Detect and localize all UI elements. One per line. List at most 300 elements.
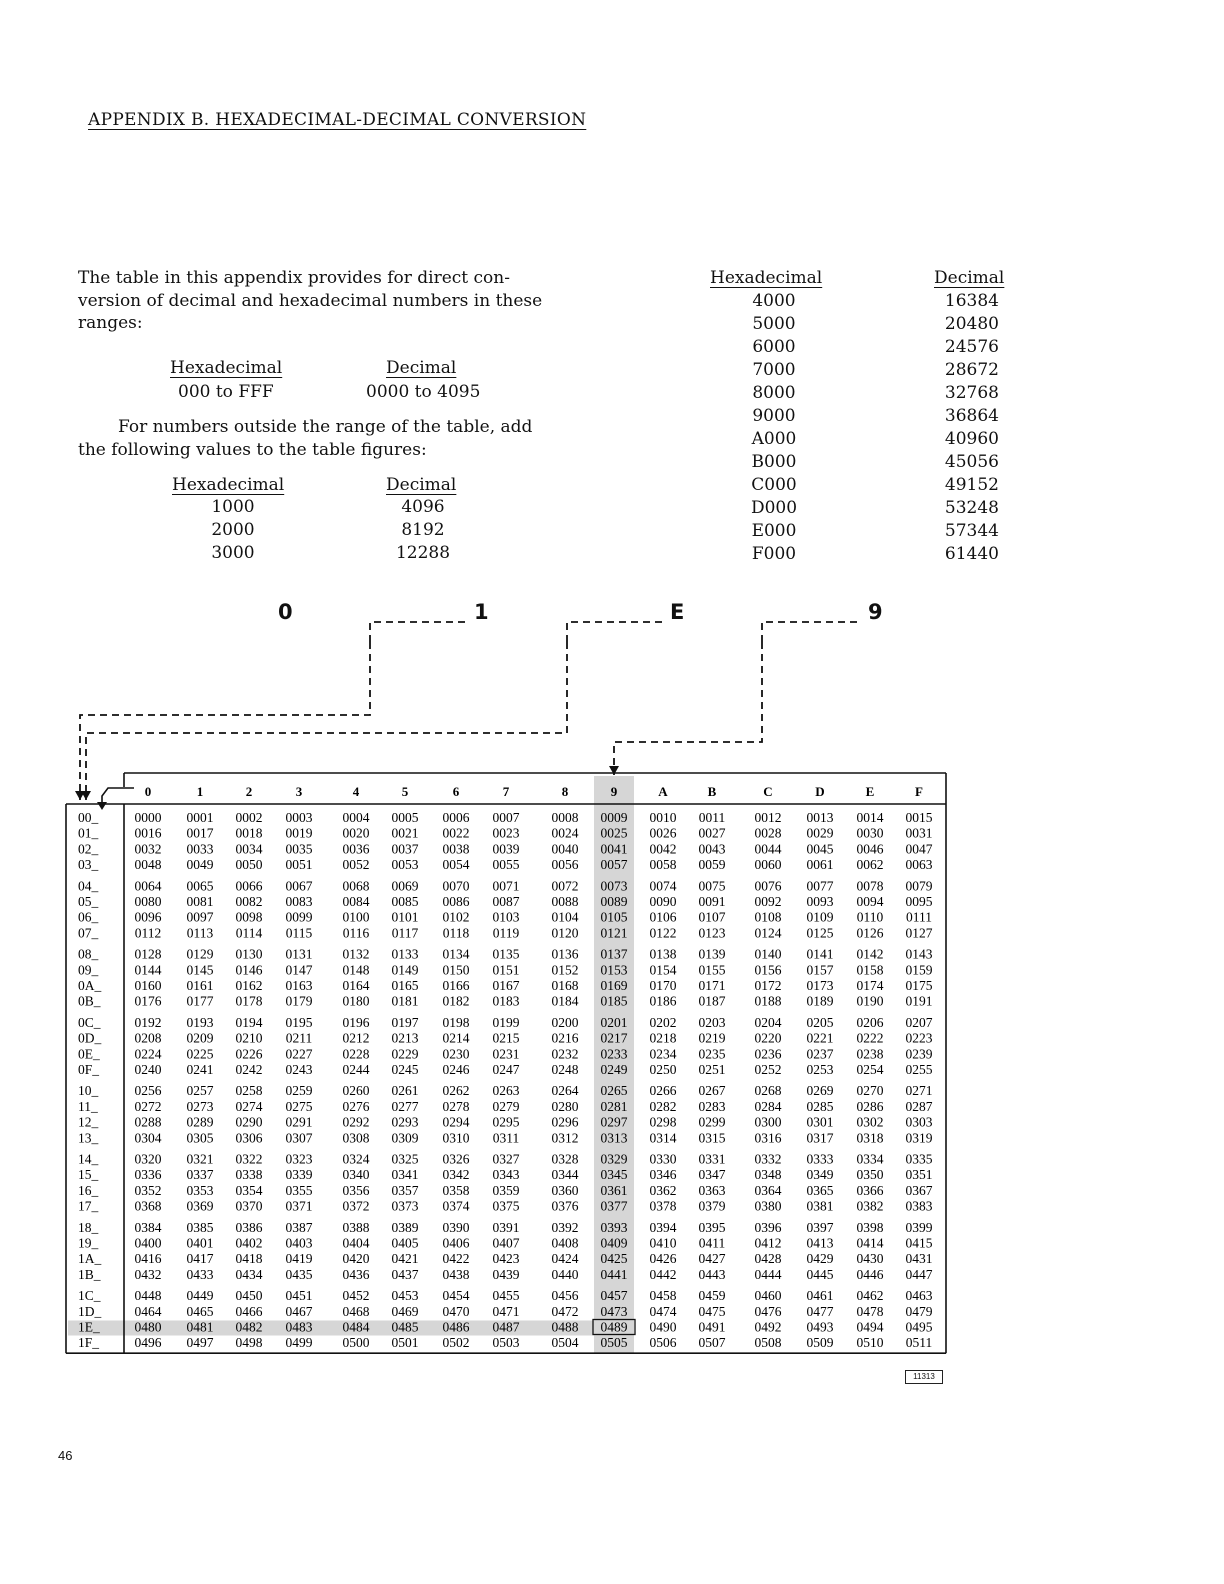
table-cell: 0377 <box>600 1198 628 1214</box>
table-cell: 0312 <box>551 1130 579 1146</box>
table-cell: 0240 <box>134 1062 162 1077</box>
table-cell: 0043 <box>698 841 726 857</box>
table-cell: 0388 <box>342 1219 370 1235</box>
table-cell: 0243 <box>285 1062 313 1077</box>
table-cell: 0295 <box>492 1114 520 1130</box>
table-cell: 0331 <box>698 1151 726 1167</box>
table-cell: 0077 <box>806 878 834 894</box>
table-cell: 0009 <box>600 810 628 825</box>
table-cell: 0381 <box>806 1198 834 1214</box>
table-cell: 0353 <box>186 1182 214 1198</box>
table-cell: 0266 <box>649 1083 677 1099</box>
table-cell: 0375 <box>492 1198 520 1214</box>
table-cell: 0204 <box>754 1014 782 1030</box>
table-cell: 0000 <box>134 810 162 825</box>
offsets-small-hex: 2000 <box>211 520 255 540</box>
table-cell: 0485 <box>391 1319 419 1335</box>
table-cell: 0297 <box>600 1114 628 1130</box>
table-cell: 0401 <box>186 1235 214 1251</box>
table-cell: 0348 <box>754 1167 782 1183</box>
table-cell: 0060 <box>754 857 782 873</box>
table-cell: 0320 <box>134 1151 162 1167</box>
table-cell: 0493 <box>806 1319 834 1335</box>
offsets-large-header-dec: Decimal <box>934 268 1005 288</box>
table-cell: 0062 <box>856 857 884 873</box>
table-cell: 0464 <box>134 1303 162 1319</box>
table-cell: 0076 <box>754 878 782 894</box>
table-cell: 0205 <box>806 1014 834 1030</box>
table-cell: 0120 <box>551 925 579 941</box>
table-cell: 0350 <box>856 1167 884 1183</box>
table-cell: 0006 <box>442 810 470 825</box>
table-cell: 0302 <box>856 1114 884 1130</box>
table-cell: 0474 <box>649 1303 677 1319</box>
table-cell: 0422 <box>442 1251 470 1267</box>
column-header: E <box>865 784 875 799</box>
table-cell: 0273 <box>186 1098 214 1114</box>
table-cell: 0447 <box>905 1266 933 1282</box>
table-cell: 0337 <box>186 1167 214 1183</box>
table-cell: 0469 <box>391 1303 419 1319</box>
table-cell: 0270 <box>856 1083 884 1099</box>
table-cell: 0509 <box>806 1335 834 1351</box>
table-cell: 0391 <box>492 1219 520 1235</box>
table-cell: 0055 <box>492 857 520 873</box>
table-cell: 0407 <box>492 1235 520 1251</box>
table-cell: 0383 <box>905 1198 933 1214</box>
table-cell: 0324 <box>342 1151 370 1167</box>
table-cell: 0112 <box>134 925 162 941</box>
table-cell: 0025 <box>600 825 628 841</box>
table-cell: 0091 <box>698 894 726 909</box>
table-cell: 0347 <box>698 1167 726 1183</box>
table-cell: 0123 <box>698 925 726 941</box>
table-cell: 0002 <box>235 810 263 825</box>
table-cell: 0419 <box>285 1251 313 1267</box>
table-cell: 0343 <box>492 1167 520 1183</box>
row-label: 02_ <box>78 841 99 857</box>
table-cell: 0160 <box>134 978 162 993</box>
offsets-small-dec: 4096 <box>401 497 445 517</box>
table-cell: 0452 <box>342 1288 370 1304</box>
table-cell: 0425 <box>600 1251 628 1267</box>
table-cell: 0364 <box>754 1182 782 1198</box>
table-cell: 0056 <box>551 857 579 873</box>
table-cell: 0221 <box>806 1030 834 1046</box>
table-cell: 0488 <box>551 1319 579 1335</box>
table-cell: 0268 <box>754 1083 782 1099</box>
table-cell: 0232 <box>551 1046 579 1062</box>
table-cell: 0349 <box>806 1167 834 1183</box>
table-cell: 0078 <box>856 878 884 894</box>
example-digit-0: 0 <box>278 600 293 624</box>
table-cell: 0444 <box>754 1266 782 1282</box>
table-cell: 0107 <box>698 909 726 925</box>
table-cell: 0334 <box>856 1151 884 1167</box>
table-cell: 0373 <box>391 1198 419 1214</box>
column-header: 5 <box>401 784 409 799</box>
table-cell: 0259 <box>285 1083 313 1099</box>
table-cell: 0340 <box>342 1167 370 1183</box>
table-cell: 0404 <box>342 1235 370 1251</box>
table-cell: 0442 <box>649 1266 677 1282</box>
table-cell: 0069 <box>391 878 419 894</box>
table-cell: 0449 <box>186 1288 214 1304</box>
table-cell: 0218 <box>649 1030 677 1046</box>
column-header: C <box>763 784 773 799</box>
table-cell: 0020 <box>342 825 370 841</box>
table-cell: 0363 <box>698 1182 726 1198</box>
table-cell: 0470 <box>442 1303 470 1319</box>
row-label: 1C_ <box>78 1288 101 1304</box>
table-cell: 0132 <box>342 946 370 962</box>
table-cell: 0260 <box>342 1083 370 1099</box>
table-cell: 0371 <box>285 1198 313 1214</box>
table-cell: 0318 <box>856 1130 884 1146</box>
row-label: 1E_ <box>78 1319 100 1335</box>
table-cell: 0250 <box>649 1062 677 1077</box>
offsets-large-hex: D000 <box>750 498 798 518</box>
table-cell: 0367 <box>905 1182 933 1198</box>
table-cell: 0159 <box>905 962 933 978</box>
table-cell: 0345 <box>600 1167 628 1183</box>
table-cell: 0135 <box>492 946 520 962</box>
table-cell: 0263 <box>492 1083 520 1099</box>
column-header: 6 <box>452 784 460 799</box>
table-cell: 0299 <box>698 1114 726 1130</box>
row-label: 03_ <box>78 857 99 873</box>
table-cell: 0130 <box>235 946 263 962</box>
table-cell: 0200 <box>551 1014 579 1030</box>
table-cell: 0163 <box>285 978 313 993</box>
offsets-small-header-dec: Decimal <box>386 475 457 495</box>
table-cell: 0146 <box>235 962 263 978</box>
table-cell: 0033 <box>186 841 214 857</box>
table-cell: 0330 <box>649 1151 677 1167</box>
table-cell: 0463 <box>905 1288 933 1304</box>
row-label: 12_ <box>78 1114 99 1130</box>
table-cell: 0445 <box>806 1266 834 1282</box>
table-cell: 0072 <box>551 878 579 894</box>
table-cell: 0510 <box>856 1335 884 1351</box>
table-cell: 0411 <box>698 1235 726 1251</box>
table-cell: 0164 <box>342 978 370 993</box>
table-cell: 0174 <box>856 978 884 993</box>
table-cell: 0412 <box>754 1235 782 1251</box>
table-cell: 0382 <box>856 1198 884 1214</box>
table-cell: 0237 <box>806 1046 834 1062</box>
table-cell: 0171 <box>698 978 726 993</box>
offsets-large-dec: 24576 <box>944 337 999 357</box>
table-cell: 0004 <box>342 810 370 825</box>
table-cell: 0454 <box>442 1288 470 1304</box>
table-cell: 0477 <box>806 1303 834 1319</box>
table-cell: 0415 <box>905 1235 933 1251</box>
row-label: 1F_ <box>78 1335 100 1351</box>
table-cell: 0063 <box>905 857 933 873</box>
table-cell: 0133 <box>391 946 419 962</box>
table-cell: 0471 <box>492 1303 520 1319</box>
offsets-small-dec: 12288 <box>395 543 451 563</box>
table-cell: 0258 <box>235 1083 263 1099</box>
column-header: 9 <box>610 784 618 799</box>
header-arrow-head <box>97 802 107 810</box>
row-label: 1A_ <box>78 1251 102 1267</box>
table-cell: 0435 <box>285 1266 313 1282</box>
table-cell: 0102 <box>442 909 470 925</box>
table-cell: 0119 <box>492 925 520 941</box>
table-cell: 0115 <box>285 925 313 941</box>
table-cell: 0325 <box>391 1151 419 1167</box>
table-cell: 0038 <box>442 841 470 857</box>
table-cell: 0507 <box>698 1335 726 1351</box>
table-cell: 0305 <box>186 1130 214 1146</box>
table-cell: 0217 <box>600 1030 628 1046</box>
table-cell: 0441 <box>600 1266 628 1282</box>
table-cell: 0110 <box>856 909 884 925</box>
table-cell: 0116 <box>342 925 370 941</box>
table-cell: 0408 <box>551 1235 579 1251</box>
table-cell: 0140 <box>754 946 782 962</box>
table-cell: 0455 <box>492 1288 520 1304</box>
table-cell: 0248 <box>551 1062 579 1077</box>
table-cell: 0496 <box>134 1335 162 1351</box>
table-cell: 0150 <box>442 962 470 978</box>
offsets-large-dec: 16384 <box>944 291 999 311</box>
table-cell: 0086 <box>442 894 470 909</box>
table-cell: 0175 <box>905 978 933 993</box>
table-cell: 0306 <box>235 1130 263 1146</box>
table-cell: 0172 <box>754 978 782 993</box>
table-cell: 0059 <box>698 857 726 873</box>
table-cell: 0051 <box>285 857 313 873</box>
table-cell: 0502 <box>442 1335 470 1351</box>
table-cell: 0304 <box>134 1130 162 1146</box>
table-cell: 0280 <box>551 1098 579 1114</box>
figure-id: 11313 <box>905 1370 943 1384</box>
table-cell: 0416 <box>134 1251 162 1267</box>
table-cell: 0453 <box>391 1288 419 1304</box>
table-cell: 0498 <box>235 1335 263 1351</box>
row-label: 15_ <box>78 1167 99 1183</box>
table-cell: 0333 <box>806 1151 834 1167</box>
table-cell: 0424 <box>551 1251 579 1267</box>
row-label: 0F_ <box>78 1062 100 1077</box>
table-cell: 0035 <box>285 841 313 857</box>
table-cell: 0029 <box>806 825 834 841</box>
table-cell: 0301 <box>806 1114 834 1130</box>
range-header-hex: Hexadecimal <box>170 358 283 378</box>
table-cell: 0037 <box>391 841 419 857</box>
table-cell: 0089 <box>600 894 628 909</box>
table-cell: 0389 <box>391 1219 419 1235</box>
table-cell: 0314 <box>649 1130 677 1146</box>
outside-range-paragraph: For numbers outside the range of the table, add the following values to the table figures: <box>78 417 533 460</box>
row-label: 13_ <box>78 1130 99 1146</box>
table-cell: 0307 <box>285 1130 313 1146</box>
column-header: F <box>915 784 923 799</box>
table-cell: 0341 <box>391 1167 419 1183</box>
table-cell: 0145 <box>186 962 214 978</box>
table-cell: 0088 <box>551 894 579 909</box>
table-cell: 0185 <box>600 993 628 1009</box>
table-cell: 0459 <box>698 1288 726 1304</box>
table-cell: 0148 <box>342 962 370 978</box>
table-cell: 0253 <box>806 1062 834 1077</box>
table-cell: 0008 <box>551 810 579 825</box>
table-cell: 0061 <box>806 857 834 873</box>
table-cell: 0103 <box>492 909 520 925</box>
column-header: 4 <box>352 784 360 799</box>
row-label: 09_ <box>78 962 99 978</box>
table-cell: 0396 <box>754 1219 782 1235</box>
table-cell: 0046 <box>856 841 884 857</box>
table-cell: 0286 <box>856 1098 884 1114</box>
table-cell: 0028 <box>754 825 782 841</box>
table-cell: 0064 <box>134 878 162 894</box>
table-cell: 0443 <box>698 1266 726 1282</box>
table-cell: 0261 <box>391 1083 419 1099</box>
table-cell: 0074 <box>649 878 677 894</box>
table-cell: 0101 <box>391 909 419 925</box>
table-cell: 0018 <box>235 825 263 841</box>
table-cell: 0405 <box>391 1235 419 1251</box>
row-label: 00_ <box>78 810 99 825</box>
table-cell: 0338 <box>235 1167 263 1183</box>
table-cell: 0336 <box>134 1167 162 1183</box>
table-cell: 0279 <box>492 1098 520 1114</box>
table-cell: 0489 <box>600 1319 628 1335</box>
table-cell: 0303 <box>905 1114 933 1130</box>
table-cell: 0053 <box>391 857 419 873</box>
table-cell: 0167 <box>492 978 520 993</box>
table-cell: 0080 <box>134 894 162 909</box>
table-cell: 0251 <box>698 1062 726 1077</box>
table-cell: 0176 <box>134 993 162 1009</box>
table-cell: 0410 <box>649 1235 677 1251</box>
table-cell: 0256 <box>134 1083 162 1099</box>
table-cell: 0036 <box>342 841 370 857</box>
table-cell: 0421 <box>391 1251 419 1267</box>
table-cell: 0241 <box>186 1062 214 1077</box>
intro-paragraph: The table in this appendix provides for direct con-version of decimal and hexadecimal numbers in these ranges: <box>78 268 543 333</box>
table-cell: 0019 <box>285 825 313 841</box>
table-cell: 0213 <box>391 1030 419 1046</box>
table-cell: 0157 <box>806 962 834 978</box>
table-cell: 0355 <box>285 1182 313 1198</box>
table-cell: 0417 <box>186 1251 214 1267</box>
table-cell: 0313 <box>600 1130 628 1146</box>
table-cell: 0466 <box>235 1303 263 1319</box>
table-cell: 0246 <box>442 1062 470 1077</box>
table-cell: 0384 <box>134 1219 162 1235</box>
table-cell: 0181 <box>391 993 419 1009</box>
table-cell: 0457 <box>600 1288 628 1304</box>
table-cell: 0007 <box>492 810 520 825</box>
table-cell: 0483 <box>285 1319 313 1335</box>
column-header: 2 <box>245 784 253 799</box>
table-cell: 0430 <box>856 1251 884 1267</box>
table-cell: 0372 <box>342 1198 370 1214</box>
table-cell: 0214 <box>442 1030 470 1046</box>
row-label: 06_ <box>78 909 99 925</box>
table-cell: 0395 <box>698 1219 726 1235</box>
table-cell: 0058 <box>649 857 677 873</box>
table-cell: 0169 <box>600 978 628 993</box>
table-cell: 0490 <box>649 1319 677 1335</box>
table-cell: 0166 <box>442 978 470 993</box>
table-cell: 0136 <box>551 946 579 962</box>
table-cell: 0427 <box>698 1251 726 1267</box>
table-cell: 0131 <box>285 946 313 962</box>
offsets-large-dec: 45056 <box>944 452 999 472</box>
table-cell: 0393 <box>600 1219 628 1235</box>
table-cell: 0358 <box>442 1182 470 1198</box>
table-cell: 0183 <box>492 993 520 1009</box>
offsets-small-header-hex: Hexadecimal <box>172 475 285 495</box>
offsets-small-dec: 8192 <box>401 520 445 540</box>
table-cell: 0409 <box>600 1235 628 1251</box>
table-cell: 0111 <box>906 909 932 925</box>
table-cell: 0354 <box>235 1182 263 1198</box>
offsets-large-hex: 5000 <box>752 314 796 334</box>
table-cell: 0467 <box>285 1303 313 1319</box>
table-cell: 0335 <box>905 1151 933 1167</box>
table-cell: 0420 <box>342 1251 370 1267</box>
table-cell: 0484 <box>342 1319 370 1335</box>
table-cell: 0026 <box>649 825 677 841</box>
column-header: 7 <box>502 784 510 799</box>
table-cell: 0144 <box>134 962 162 978</box>
table-cell: 0057 <box>600 857 628 873</box>
row-label: 07_ <box>78 925 99 941</box>
table-cell: 0178 <box>235 993 263 1009</box>
table-cell: 0428 <box>754 1251 782 1267</box>
table-cell: 0503 <box>492 1335 520 1351</box>
table-cell: 0149 <box>391 962 419 978</box>
table-cell: 0285 <box>806 1098 834 1114</box>
column-header: 8 <box>561 784 569 799</box>
table-cell: 0289 <box>186 1114 214 1130</box>
table-cell: 0084 <box>342 894 370 909</box>
example-digit-9: 9 <box>868 600 883 624</box>
row-label: 17_ <box>78 1198 99 1214</box>
table-cell: 0247 <box>492 1062 520 1077</box>
table-cell: 0296 <box>551 1114 579 1130</box>
row-label: 01_ <box>78 825 99 841</box>
table-cell: 0073 <box>600 878 628 894</box>
table-cell: 0387 <box>285 1219 313 1235</box>
table-cell: 0398 <box>856 1219 884 1235</box>
table-cell: 0041 <box>600 841 628 857</box>
table-cell: 0068 <box>342 878 370 894</box>
table-cell: 0044 <box>754 841 782 857</box>
table-cell: 0487 <box>492 1319 520 1335</box>
table-cell: 0113 <box>186 925 214 941</box>
table-cell: 0127 <box>905 925 933 941</box>
range-header-dec: Decimal <box>386 358 457 378</box>
table-cell: 0450 <box>235 1288 263 1304</box>
table-cell: 0242 <box>235 1062 263 1077</box>
table-cell: 0406 <box>442 1235 470 1251</box>
table-cell: 0394 <box>649 1219 677 1235</box>
table-cell: 0027 <box>698 825 726 841</box>
table-cell: 0126 <box>856 925 884 941</box>
table-cell: 0233 <box>600 1046 628 1062</box>
table-cell: 0257 <box>186 1083 214 1099</box>
table-cell: 0308 <box>342 1130 370 1146</box>
table-cell: 0050 <box>235 857 263 873</box>
